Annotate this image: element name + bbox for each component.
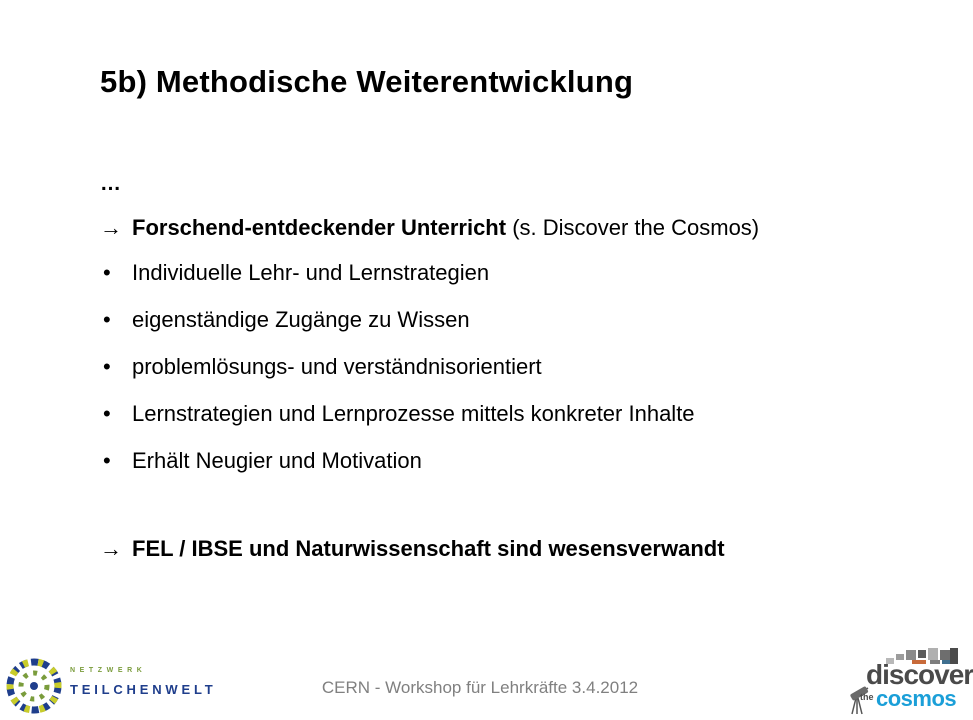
list-item — [100, 401, 695, 448]
logo-right-word2: cosmos — [876, 686, 957, 711]
intro-line — [100, 215, 759, 241]
list-item-text: Erhält Neugier und Motivation — [132, 448, 422, 473]
logo-right-word1: discover — [866, 659, 973, 690]
footer-text: CERN - Workshop für Lehrkräfte 3.4.2012 — [321, 678, 639, 697]
conclusion-text: FEL / IBSE und Naturwissenschaft sind wesensverwandt — [132, 536, 725, 561]
list-item-text: eigenständige Zugänge zu Wissen — [132, 307, 470, 332]
list-item-text: Individuelle Lehr- und Lernstrategien — [132, 260, 490, 285]
logo-left-line1: NETZWERK — [70, 667, 147, 674]
conclusion-line — [100, 536, 725, 562]
bullet-icon: • — [103, 448, 111, 473]
list-item-text: Lernstrategien und Lernprozesse mittels konkreter Inhalte — [132, 401, 695, 426]
list-item — [100, 260, 695, 307]
list-item — [100, 307, 695, 354]
bullet-list — [100, 260, 695, 495]
bullet-icon: • — [103, 260, 111, 285]
intro-normal-text: (s. Discover the Cosmos) — [506, 215, 760, 240]
arrow-icon: → — [100, 215, 122, 240]
logo-right-small: the — [860, 692, 874, 702]
list-item-text: problemlösungs- und verständnisorientiert — [132, 354, 542, 379]
bullet-icon: • — [103, 307, 111, 332]
bullet-icon: • — [103, 354, 111, 379]
list-item — [100, 448, 695, 495]
list-item — [100, 354, 695, 401]
slide-title: 5b) Methodische Weiterentwicklung — [100, 64, 634, 99]
logo-left-line2: TEILCHENWELT — [70, 682, 217, 697]
arrow-icon: → — [100, 536, 122, 561]
bullet-icon: • — [103, 401, 111, 426]
intro-bold-text: Forschend-entdeckender Unterricht — [132, 215, 507, 240]
ellipsis: … — [100, 172, 121, 195]
